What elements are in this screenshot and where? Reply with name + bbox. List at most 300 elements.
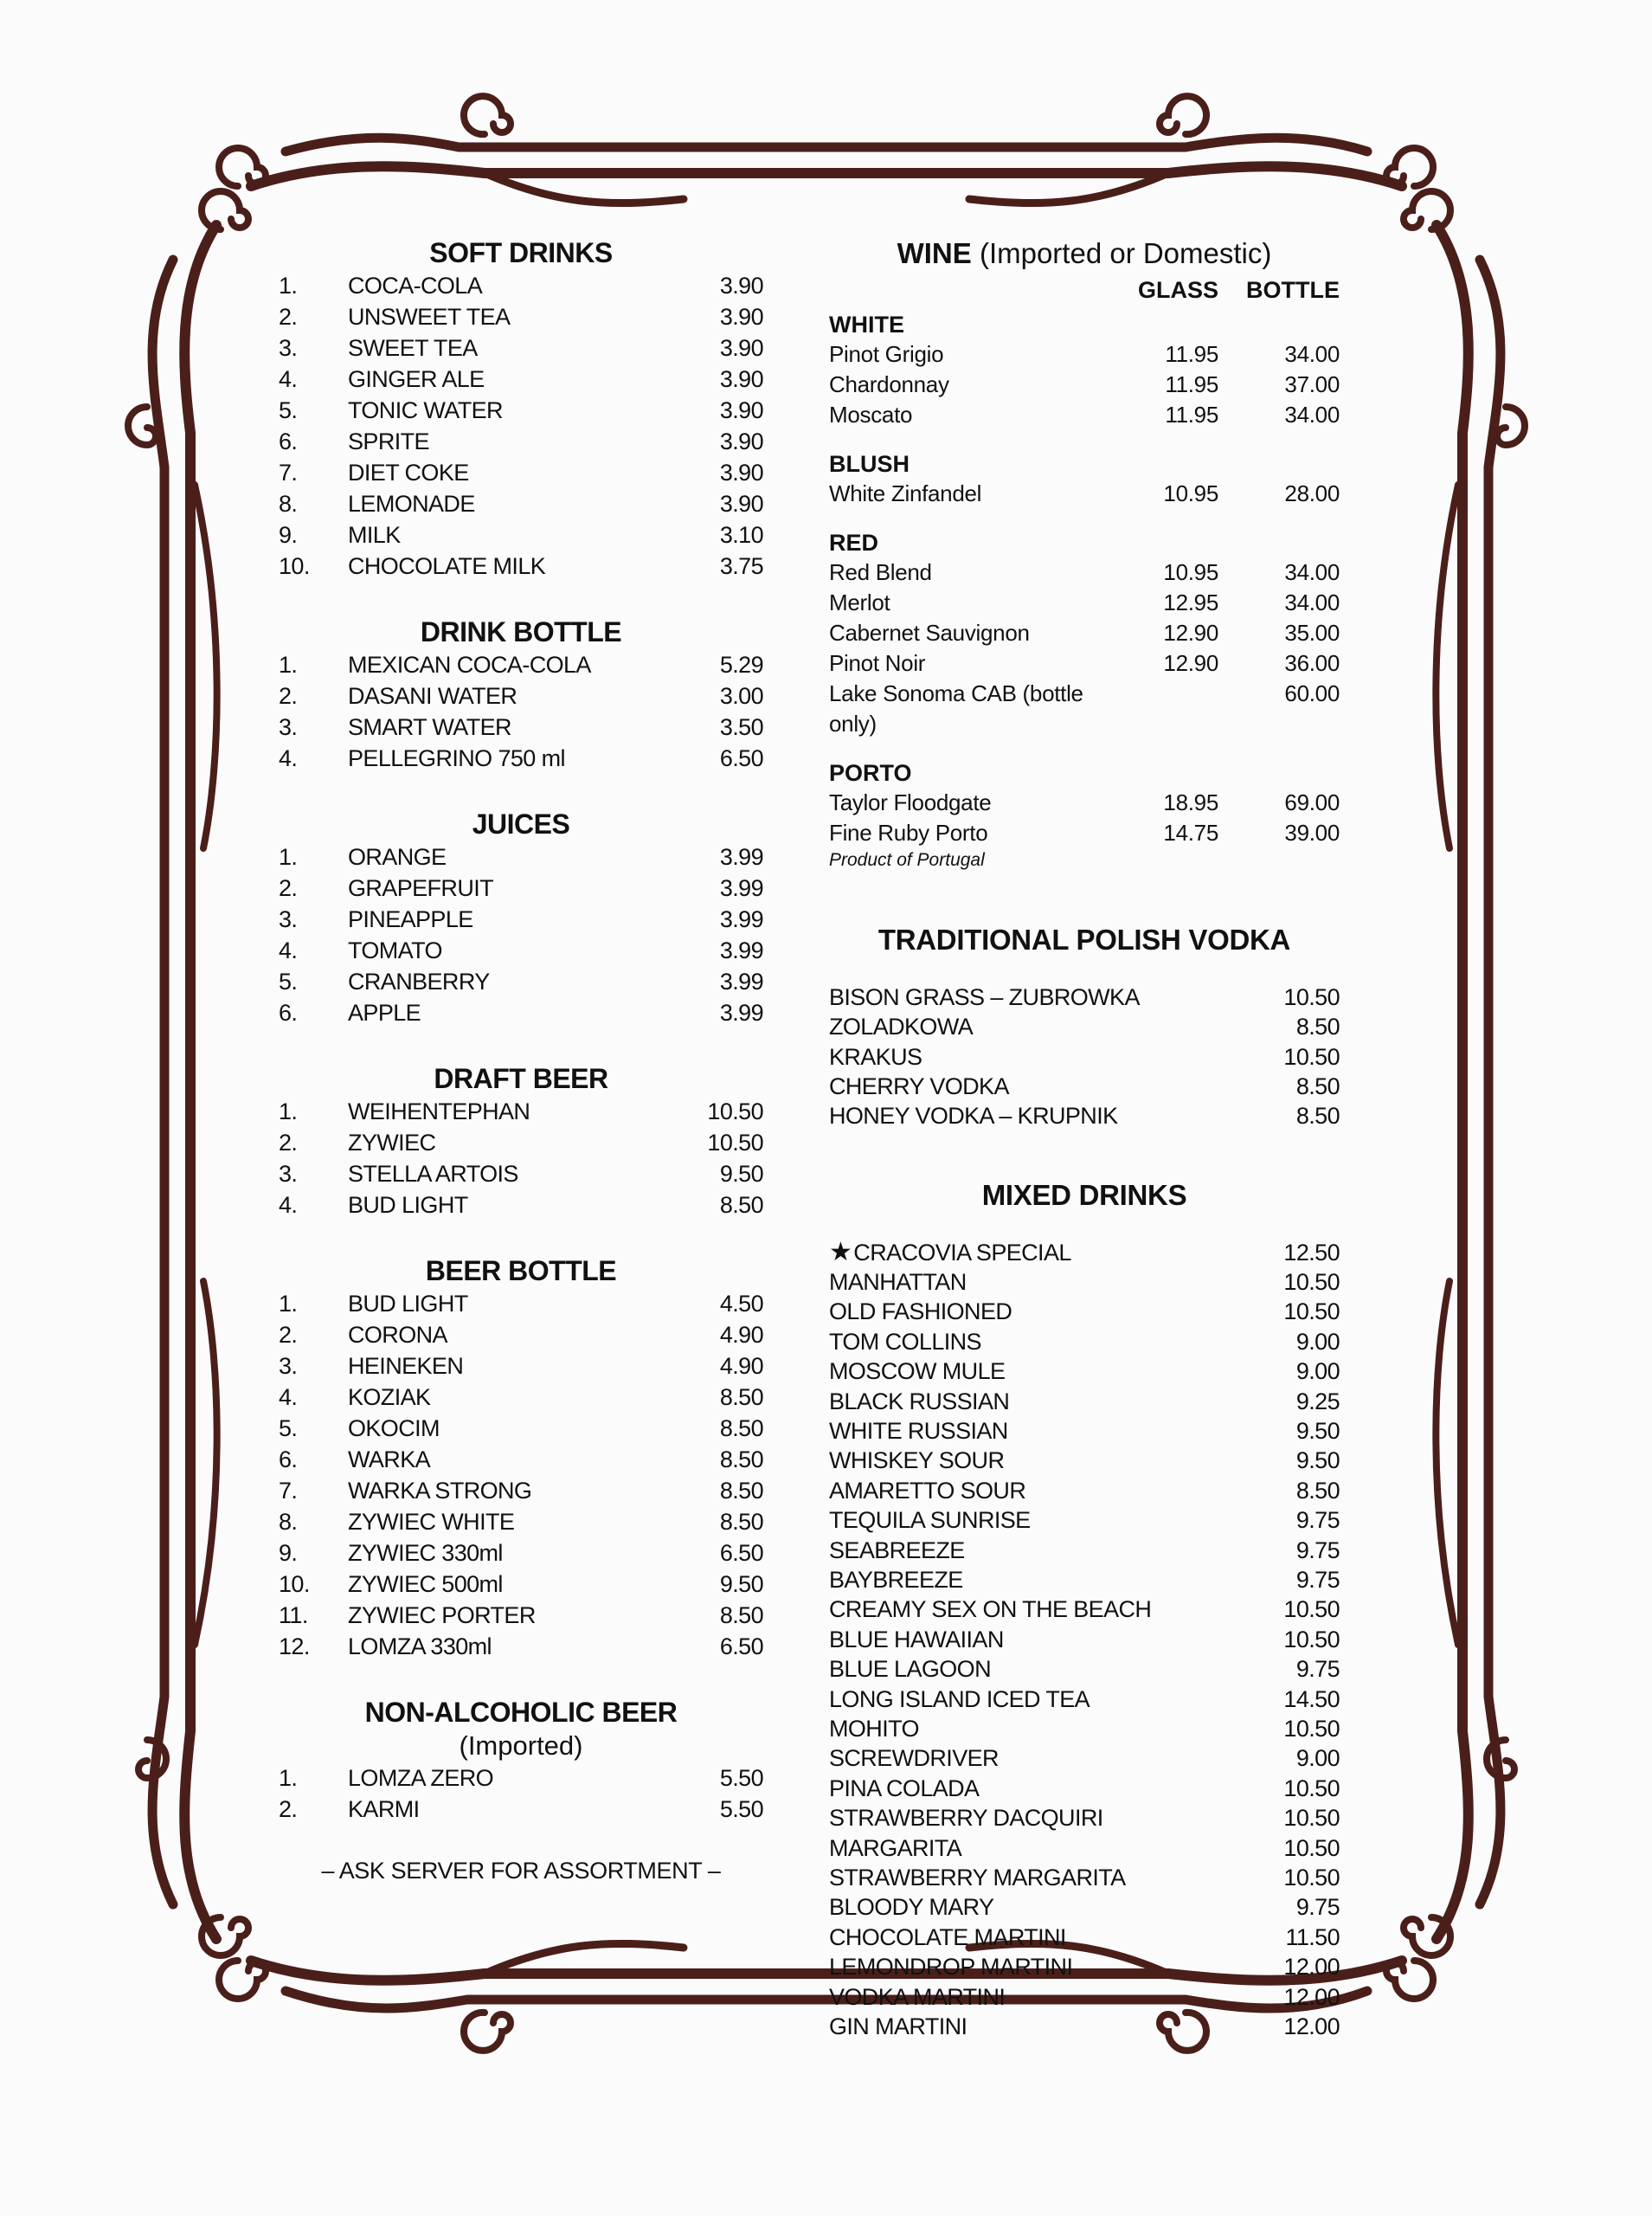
menu-item-row — [829, 1982, 1340, 2012]
menu-item-row — [829, 1505, 1340, 1535]
item-name — [829, 1743, 1253, 1773]
item-name: CRANBERRY — [348, 969, 490, 995]
bottle-price: 69.00 — [1284, 789, 1340, 815]
item-name: WEIHENTEPHAN — [348, 1098, 530, 1124]
item-name — [829, 1982, 1253, 2012]
menu-item-row — [829, 1416, 1340, 1446]
item-name: MILK — [348, 522, 401, 548]
item-number: 7. — [279, 1478, 298, 1504]
menu-item-row — [829, 1042, 1340, 1072]
item-price: 9.25 — [1295, 1388, 1340, 1414]
item-price: 6.50 — [719, 1540, 763, 1566]
wine-item-row — [829, 370, 1340, 400]
non-alcoholic-beer-list — [279, 1762, 763, 1825]
star-icon: ★ — [829, 1237, 852, 1266]
item-name: SMART WATER — [348, 714, 511, 740]
menu-item-row — [279, 1794, 763, 1825]
wine-name: Cabernet Sauvignon — [829, 620, 1030, 646]
wine-item-row — [829, 648, 1340, 679]
menu-item-row — [829, 1594, 1340, 1624]
item-price: 6.50 — [719, 745, 763, 771]
menu-item-row — [279, 873, 763, 904]
item-price: 10.50 — [1283, 1298, 1340, 1325]
item-price: 5.50 — [719, 1765, 763, 1791]
item-price: 3.90 — [719, 428, 763, 454]
item-price: 3.90 — [719, 460, 763, 486]
menu-item-row — [279, 301, 763, 332]
item-name-text: GIN MARTINI — [829, 2013, 967, 2040]
bottle-price: 34.00 — [1284, 402, 1340, 428]
item-name — [829, 1356, 1253, 1386]
item-name-text: BLUE LAGOON — [829, 1656, 991, 1683]
item-name — [829, 1892, 1253, 1922]
menu-item-row — [279, 712, 763, 743]
item-number: 3. — [279, 714, 298, 740]
item-price: 8.50 — [719, 1384, 763, 1410]
item-price: 8.50 — [719, 1478, 763, 1504]
item-name — [829, 1803, 1253, 1833]
item-number: 7. — [279, 460, 298, 486]
menu-item-row — [829, 1536, 1340, 1565]
item-name — [829, 1297, 1253, 1326]
item-name-text: WHITE RUSSIAN — [829, 1417, 1008, 1444]
menu-item-row — [279, 1350, 763, 1382]
soft-drinks-section — [279, 235, 763, 582]
menu-item-row — [829, 1863, 1340, 1892]
item-name — [829, 1476, 1253, 1505]
item-name-text: CREAMY SEX ON THE BEACH — [829, 1596, 1152, 1623]
wine-title-main: WINE — [897, 237, 972, 269]
assortment-note: – ASK SERVER FOR ASSORTMENT – — [321, 1858, 721, 1884]
item-name-text: KRAKUS — [829, 1043, 922, 1070]
item-name: CHOCOLATE MILK — [348, 553, 546, 579]
item-number: 2. — [279, 1322, 298, 1348]
item-number: 3. — [279, 906, 298, 932]
juices-section — [279, 807, 763, 1028]
item-number: 10. — [279, 553, 310, 579]
menu-item-row — [279, 743, 763, 774]
item-price: 9.50 — [719, 1571, 763, 1597]
item-name-text: MOSCOW MULE — [829, 1358, 1006, 1385]
menu-item-row — [279, 841, 763, 873]
item-name — [829, 1238, 1253, 1267]
item-price: 3.50 — [719, 714, 763, 740]
wine-title — [829, 235, 1340, 272]
item-price: 8.50 — [719, 1415, 763, 1441]
item-number: 2. — [279, 875, 298, 901]
section-title: JUICES — [472, 808, 570, 840]
wine-name: Pinot Noir — [829, 650, 926, 676]
item-name — [829, 1685, 1253, 1714]
menu-item-row — [829, 1356, 1340, 1386]
wine-item-row — [829, 679, 1340, 739]
item-number: 1. — [279, 1765, 298, 1791]
item-name: KOZIAK — [348, 1384, 431, 1410]
item-price: 9.75 — [1295, 1656, 1340, 1683]
bottle-price: 34.00 — [1284, 341, 1340, 367]
wine-name: Red Blend — [829, 559, 932, 585]
item-name: APPLE — [348, 1000, 421, 1026]
section-title: BEER BOTTLE — [425, 1255, 617, 1286]
item-number: 1. — [279, 652, 298, 678]
item-name-text: BISON GRASS – ZUBROWKA — [829, 983, 1140, 1010]
drink-bottle-list — [279, 649, 763, 774]
item-price: 9.50 — [719, 1161, 763, 1187]
item-price: 10.50 — [1283, 983, 1340, 1010]
section-title: TRADITIONAL POLISH VODKA — [877, 924, 1291, 957]
item-price: 5.29 — [719, 652, 763, 678]
glass-price: 11.95 — [1165, 402, 1218, 428]
item-price: 3.99 — [719, 844, 763, 870]
item-name — [829, 1446, 1253, 1475]
item-name — [829, 1774, 1253, 1803]
item-price: 12.00 — [1283, 1983, 1340, 2010]
item-number: 4. — [279, 937, 298, 963]
bottle-price: 36.00 — [1284, 650, 1340, 676]
left-column — [279, 235, 763, 1884]
beer-bottle-section — [279, 1253, 763, 1662]
item-name — [829, 1416, 1253, 1446]
menu-item-row — [279, 680, 763, 712]
wine-category-title: WHITE — [829, 312, 904, 338]
item-name-text: MANHATTAN — [829, 1268, 967, 1295]
menu-item-row — [279, 1288, 763, 1319]
menu-item-row — [829, 1327, 1340, 1356]
item-price: 9.75 — [1295, 1567, 1340, 1593]
item-name: PINEAPPLE — [348, 906, 473, 932]
item-number: 3. — [279, 1353, 298, 1379]
item-price: 3.90 — [719, 366, 763, 392]
item-number: 2. — [279, 304, 298, 330]
menu-item-row — [279, 457, 763, 488]
item-price: 10.50 — [1283, 1775, 1340, 1801]
item-price: 9.75 — [1295, 1894, 1340, 1921]
item-price: 3.99 — [719, 875, 763, 901]
item-price: 8.50 — [1295, 1103, 1340, 1130]
menu-item-row — [829, 1803, 1340, 1833]
item-name-text: MOHITO — [829, 1716, 919, 1743]
item-name: SWEET TEA — [348, 335, 478, 361]
item-number: 1. — [279, 273, 298, 299]
menu-item-row — [829, 1685, 1340, 1714]
item-name: LOMZA 330ml — [348, 1633, 492, 1659]
item-name-text: MARGARITA — [829, 1834, 962, 1861]
item-price: 12.50 — [1283, 1239, 1340, 1266]
item-price: 10.50 — [1283, 1268, 1340, 1295]
item-name: TOMATO — [348, 937, 442, 963]
menu-item-row — [279, 997, 763, 1028]
glass-price: 12.90 — [1163, 650, 1218, 676]
item-number: 2. — [279, 683, 298, 709]
item-number: 5. — [279, 1415, 298, 1441]
wine-column-headers — [829, 275, 1340, 305]
menu-item-row — [279, 395, 763, 426]
item-name — [829, 1565, 1253, 1594]
item-price: 3.75 — [719, 553, 763, 579]
draft-beer-list — [279, 1096, 763, 1221]
item-price: 10.50 — [1283, 1865, 1340, 1891]
item-price: 10.50 — [1283, 1716, 1340, 1743]
drink-bottle-section — [279, 615, 763, 774]
wine-item-row — [829, 788, 1340, 818]
item-name-text: VODKA MARTINI — [829, 1983, 1006, 2010]
item-name: STELLA ARTOIS — [348, 1161, 518, 1187]
item-price: 12.00 — [1283, 2013, 1340, 2040]
item-number: 2. — [279, 1796, 298, 1822]
item-number: 1. — [279, 844, 298, 870]
item-price: 3.00 — [719, 683, 763, 709]
item-name: PELLEGRINO 750 ml — [348, 745, 565, 771]
item-name-text: CHOCOLATE MARTINI — [829, 1923, 1066, 1950]
item-name: DIET COKE — [348, 460, 469, 486]
glass-price: 18.95 — [1163, 789, 1218, 815]
item-price: 3.90 — [719, 397, 763, 423]
item-price: 10.50 — [1283, 1834, 1340, 1861]
item-name-text: HONEY VODKA – KRUPNIK — [829, 1103, 1118, 1130]
item-name: ORANGE — [348, 844, 447, 870]
item-price: 8.50 — [1295, 1073, 1340, 1099]
item-name — [829, 1536, 1253, 1565]
item-name-text: BLUE HAWAIIAN — [829, 1626, 1004, 1652]
menu-item-row — [829, 1774, 1340, 1803]
wine-category-title: PORTO — [829, 760, 912, 786]
item-price: 4.50 — [719, 1291, 763, 1317]
item-name: ZYWIEC — [348, 1130, 436, 1156]
item-name — [829, 2012, 1253, 2041]
menu-item-row — [279, 332, 763, 364]
item-number: 5. — [279, 397, 298, 423]
item-name — [829, 1863, 1253, 1892]
item-price: 3.99 — [719, 937, 763, 963]
item-price: 9.00 — [1295, 1358, 1340, 1385]
wine-name: Lake Sonoma CAB (bottle only) — [829, 680, 1083, 737]
wine-name: Pinot Grigio — [829, 341, 944, 367]
item-name — [829, 1654, 1253, 1684]
mixed-drinks-section — [829, 1177, 1340, 2041]
item-number: 4. — [279, 1192, 298, 1218]
menu-item-row — [829, 1923, 1340, 1952]
item-name — [829, 1327, 1253, 1356]
mixed-drinks-list — [829, 1238, 1340, 2042]
item-name — [829, 1952, 1253, 1981]
item-name: OKOCIM — [348, 1415, 440, 1441]
item-number: 6. — [279, 1446, 298, 1472]
menu-item-row — [829, 1565, 1340, 1594]
menu-item-row — [279, 1319, 763, 1350]
menu-item-row — [279, 1537, 763, 1569]
item-price: 10.50 — [707, 1098, 763, 1124]
item-price: 12.00 — [1283, 1954, 1340, 1981]
item-number: 3. — [279, 335, 298, 361]
item-name: CORONA — [348, 1322, 447, 1348]
section-title: NON-ALCOHOLIC BEER — [364, 1697, 678, 1728]
menu-item-row — [279, 1569, 763, 1600]
item-name — [829, 1594, 1253, 1624]
wine-section — [829, 235, 1340, 873]
wine-title-sub: (Imported or Domestic) — [979, 237, 1272, 269]
bottle-price: 34.00 — [1284, 559, 1340, 585]
section-subtitle: (Imported) — [459, 1730, 583, 1761]
item-price: 10.50 — [1283, 1043, 1340, 1070]
item-price: 4.90 — [719, 1322, 763, 1348]
item-name — [829, 1387, 1253, 1416]
menu-item-row — [829, 1654, 1340, 1684]
menu-item-row — [279, 649, 763, 680]
wine-category-title: RED — [829, 530, 879, 556]
wine-item-row — [829, 618, 1340, 648]
menu-item-row — [279, 519, 763, 551]
bottle-price: 28.00 — [1284, 480, 1340, 506]
item-number: 11. — [279, 1602, 308, 1628]
menu-item-row — [279, 966, 763, 997]
item-price: 8.50 — [719, 1192, 763, 1218]
glass-price: 12.90 — [1163, 620, 1218, 646]
item-price: 6.50 — [719, 1633, 763, 1659]
item-price: 4.90 — [719, 1353, 763, 1379]
wine-item-row — [829, 400, 1340, 430]
non-alcoholic-beer-section — [279, 1695, 763, 1825]
item-number: 4. — [279, 366, 298, 392]
item-name — [829, 1072, 1253, 1101]
item-number: 4. — [279, 1384, 298, 1410]
item-name: GRAPEFRUIT — [348, 875, 494, 901]
item-name — [829, 1625, 1253, 1654]
item-name — [829, 1012, 1253, 1041]
item-number: 12. — [279, 1633, 310, 1659]
item-name-text: SEABREEZE — [829, 1536, 965, 1563]
menu-item-row — [829, 1952, 1340, 1981]
right-column — [829, 235, 1340, 2042]
item-number: 10. — [279, 1571, 310, 1597]
item-price: 10.50 — [1283, 1626, 1340, 1652]
menu-item-row — [279, 1600, 763, 1631]
item-name: ZYWIEC 500ml — [348, 1571, 503, 1597]
item-name: KARMI — [348, 1796, 420, 1822]
menu-item-row — [279, 426, 763, 457]
bottle-price: 37.00 — [1284, 371, 1340, 397]
item-name: WARKA STRONG — [348, 1478, 532, 1504]
item-price: 3.99 — [719, 906, 763, 932]
menu-item-row — [829, 1625, 1340, 1654]
item-number: 3. — [279, 1161, 298, 1187]
menu-item-row — [279, 1158, 763, 1189]
menu-item-row — [829, 1101, 1340, 1131]
item-price: 11.50 — [1285, 1923, 1340, 1950]
menu-item-row — [829, 982, 1340, 1012]
item-price: 3.90 — [719, 335, 763, 361]
menu-item-row — [829, 1387, 1340, 1416]
item-name-text: TOM COLLINS — [829, 1328, 981, 1355]
item-number: 8. — [279, 1509, 298, 1535]
bottle-price: 35.00 — [1284, 620, 1340, 646]
item-name-text: BAYBREEZE — [829, 1567, 963, 1593]
item-name: LEMONADE — [348, 491, 475, 517]
item-name: DASANI WATER — [348, 683, 517, 709]
menu-item-row — [279, 1189, 763, 1221]
item-name-text: AMARETTO SOUR — [829, 1477, 1026, 1504]
item-name-text: SCREWDRIVER — [829, 1745, 999, 1772]
menu-item-row — [279, 364, 763, 395]
menu-item-row — [279, 1506, 763, 1537]
item-name: LOMZA ZERO — [348, 1765, 494, 1791]
item-name-text: TEQUILA SUNRISE — [829, 1507, 1031, 1534]
menu-item-row — [279, 904, 763, 935]
item-price: 5.50 — [719, 1796, 763, 1822]
item-name: MEXICAN COCA-COLA — [348, 652, 591, 678]
item-price: 10.50 — [1283, 1805, 1340, 1832]
item-name: COCA-COLA — [348, 273, 483, 299]
glass-price: 10.95 — [1163, 480, 1218, 506]
item-price: 8.50 — [719, 1602, 763, 1628]
item-number: 5. — [279, 969, 298, 995]
wine-name: Merlot — [829, 589, 890, 615]
item-price: 10.50 — [707, 1130, 763, 1156]
item-name: BUD LIGHT — [348, 1291, 468, 1317]
item-price: 8.50 — [719, 1446, 763, 1472]
menu-item-row — [279, 488, 763, 519]
menu-item-row — [829, 1267, 1340, 1297]
section-title: SOFT DRINKS — [429, 237, 613, 268]
item-name: ZYWIEC WHITE — [348, 1509, 515, 1535]
item-price: 3.99 — [719, 1000, 763, 1026]
bottle-price: 34.00 — [1284, 589, 1340, 615]
section-title: MIXED DRINKS — [981, 1179, 1187, 1212]
glass-price: 11.95 — [1165, 341, 1218, 367]
glass-price: 12.95 — [1163, 589, 1218, 615]
item-name-text: OLD FASHIONED — [829, 1298, 1012, 1325]
wine-name: White Zinfandel — [829, 480, 982, 506]
menu-item-row — [279, 1444, 763, 1475]
item-number: 6. — [279, 428, 298, 454]
menu-item-row — [829, 1714, 1340, 1743]
menu-item-row — [829, 1297, 1340, 1326]
item-price: 3.90 — [719, 491, 763, 517]
polish-vodka-section — [829, 922, 1340, 1131]
item-name — [829, 1267, 1253, 1297]
item-number: 1. — [279, 1098, 298, 1124]
item-number: 6. — [279, 1000, 298, 1026]
item-name-text: BLOODY MARY — [829, 1894, 994, 1921]
menu-item-row — [829, 1476, 1340, 1505]
wine-origin-note: Product of Portugal — [829, 850, 985, 870]
wine-name: Taylor Floodgate — [829, 789, 992, 815]
item-price: 9.00 — [1295, 1328, 1340, 1355]
item-name-text: LONG ISLAND ICED TEA — [829, 1685, 1090, 1712]
item-price: 9.50 — [1295, 1447, 1340, 1474]
soft-drinks-list — [279, 270, 763, 582]
menu-item-row — [829, 2012, 1340, 2041]
item-name: UNSWEET TEA — [348, 304, 511, 330]
item-price: 8.50 — [1295, 1477, 1340, 1504]
item-name: ZYWIEC 330ml — [348, 1540, 503, 1566]
bottle-price: 60.00 — [1284, 680, 1340, 706]
wine-category-title: BLUSH — [829, 451, 910, 477]
menu-item-row — [279, 1096, 763, 1127]
item-name-text: WHISKEY SOUR — [829, 1447, 1005, 1474]
item-price: 14.50 — [1283, 1685, 1340, 1712]
menu-item-row — [829, 1743, 1340, 1773]
wine-item-row — [829, 479, 1340, 509]
wine-item-row — [829, 557, 1340, 588]
wine-item-row — [829, 818, 1340, 848]
item-name — [829, 1042, 1253, 1072]
glass-price — [1106, 679, 1218, 739]
wine-categories — [829, 310, 1340, 873]
menu-item-row — [829, 1238, 1340, 1267]
glass-price: 11.95 — [1165, 371, 1218, 397]
bottle-price: 39.00 — [1284, 820, 1340, 846]
item-name: WARKA — [348, 1446, 431, 1472]
